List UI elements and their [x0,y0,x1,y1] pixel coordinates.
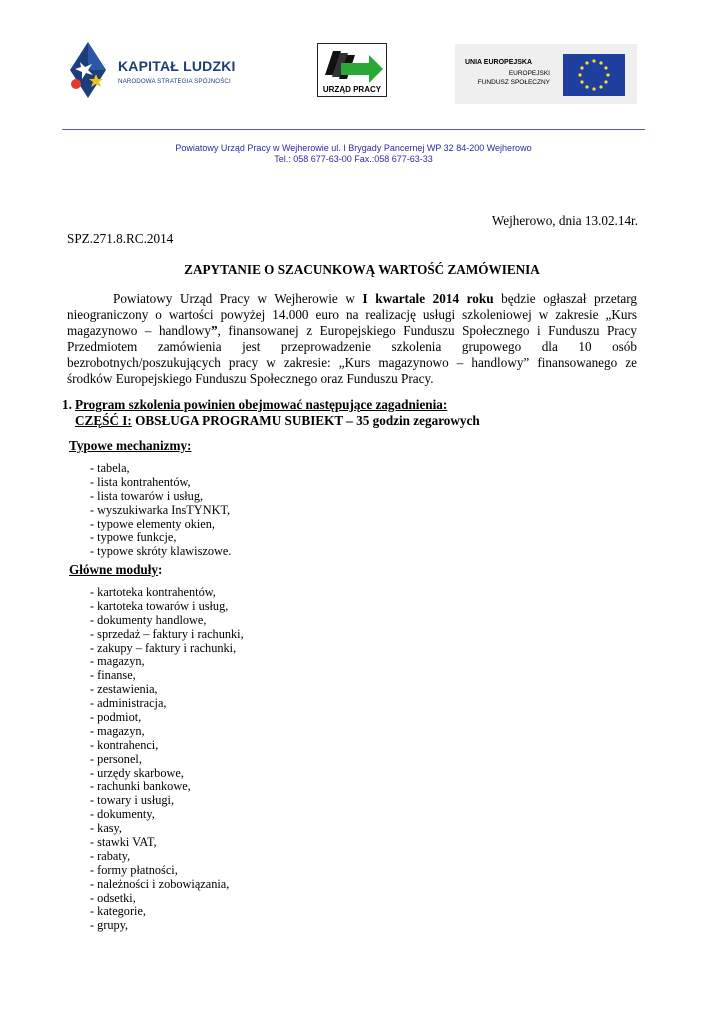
list-item: - dokumenty, [90,807,155,822]
eu-logo [455,44,637,104]
eu-line3: FUNDUSZ SPOŁECZNY [477,79,550,86]
list-item: - zakupy – faktury i rachunki, [90,640,237,655]
list-item: - administracja, [90,696,167,711]
section-1-heading [62,397,447,413]
para-line4: Przedmiotem zamówienia jest przeprowadzenie szkolenia grupowego dla 10 osób [67,338,637,354]
list-item: - typowe elementy okien, [90,516,215,531]
urzad-pracy-label: URZĄD PRACY [322,85,382,94]
list-item: - kasy, [90,821,122,836]
list-item: - personel, [90,751,142,766]
list-item: - dokumenty handlowe, [90,612,207,627]
typowe-mechanizmy-list [90,462,231,559]
list-item: - stawki VAT, [90,835,157,850]
kapital-ludzki-title: KAPITAŁ LUDZKI [118,58,236,74]
para-line3-a: magazynowo – handlowy [67,322,211,338]
glowne-heading-text: Główne moduły [69,562,159,577]
para-line1-a: Powiatowy Urząd Pracy w Wejherowie w [113,291,363,306]
list-item: - kartoteka towarów i usług, [90,598,229,613]
document-title: ZAPYTANIE O SZACUNKOWĄ WARTOŚĆ ZAMÓWIENIA [184,262,540,277]
glowne-moduly-heading [69,562,162,578]
list-item: - urzędy skarbowe, [90,765,184,780]
list-item: - kategorie, [90,904,146,919]
para-line2: nieograniczony o wartości powyżej 14.000 euro na realizację usługi szkoleniowej w zakresie „Kurs [67,306,637,322]
list-item: - podmiot, [90,710,142,725]
list-item: - tabela, [90,461,130,475]
header-divider [62,129,645,130]
list-item: - wyszukiwarka InsTYNKT, [90,502,231,517]
list-item: - magazyn, [90,723,145,738]
section-number: 1. [62,397,72,412]
list-item: - lista towarów i usług, [90,488,204,503]
kapital-ludzki-subtitle: NARODOWA STRATEGIA SPÓJNOŚCI [118,78,231,85]
reference-number: SPZ.271.8.RC.2014 [67,231,174,246]
para-line5: bezrobotnych/poszukujących pracy w zakresie: „Kurs magazynowo – handlowy” finansowanego ze [67,354,637,370]
list-item: - kartoteka kontrahentów, [90,585,216,599]
part-1-heading [75,413,480,429]
list-item: - typowe funkcje, [90,530,177,545]
glowne-heading-colon: : [158,562,163,577]
para-line3-b: ” [210,322,218,338]
eu-line2: EUROPEJSKI [508,70,550,77]
para-quarter: I kwartale 2014 roku [362,291,494,306]
list-item: - finanse, [90,668,136,683]
para-line3-c: , finansowanej z Europejskiego Funduszu Społecznego i Funduszu Pracy [217,322,637,338]
list-item: - typowe skróty klawiszowe. [90,544,232,559]
part-title: OBSŁUGA PROGRAMU SUBIEKT – 35 godzin zegarowych [131,413,480,428]
letter-date: Wejherowo, dnia 13.02.14r. [491,213,638,228]
kapital-ludzki-logo [66,40,256,100]
list-item: - formy płatności, [90,862,178,877]
urzad-pracy-logo [317,43,387,97]
address-line: Powiatowy Urząd Pracy w Wejherowie ul. I Brygady Pancernej WP 32 84-200 Wejherowo [175,143,532,153]
para-line1-c: będzie ogłaszał przetarg [493,291,637,306]
list-item: - sprzedaż – faktury i rachunki, [90,626,244,641]
list-item: - rabaty, [90,848,131,863]
list-item: - lista kontrahentów, [90,474,191,489]
list-item: - kontrahenci, [90,737,159,752]
list-item: - towary i usługi, [90,793,175,808]
list-item: - magazyn, [90,654,145,669]
list-item: - odsetki, [90,890,136,905]
list-item: - grupy, [90,918,129,933]
eu-line1: UNIA EUROPEJSKA [465,59,533,66]
list-item: - należności i zobowiązania, [90,876,230,891]
contact-line: Tel.: 058 677-63-00 Fax.:058 677-63-33 [274,154,433,164]
para-line6: środków Europejskiego Funduszu Społecznego oraz Funduszu Pracy. [67,370,434,386]
glowne-moduly-list [90,586,244,933]
typowe-mechanizmy-heading: Typowe mechanizmy: [69,438,192,453]
eu-flag-icon [563,54,625,96]
kapital-ludzki-emblem-icon [66,40,110,100]
list-item: - zestawienia, [90,682,158,697]
section-title: Program szkolenia powinien obejmować następujące zagadnienia: [75,397,448,412]
urzad-pracy-arrow-icon [319,45,386,85]
list-item: - rachunki bankowe, [90,779,191,794]
part-label: CZĘŚĆ I: [75,413,132,428]
intro-paragraph [67,291,637,386]
